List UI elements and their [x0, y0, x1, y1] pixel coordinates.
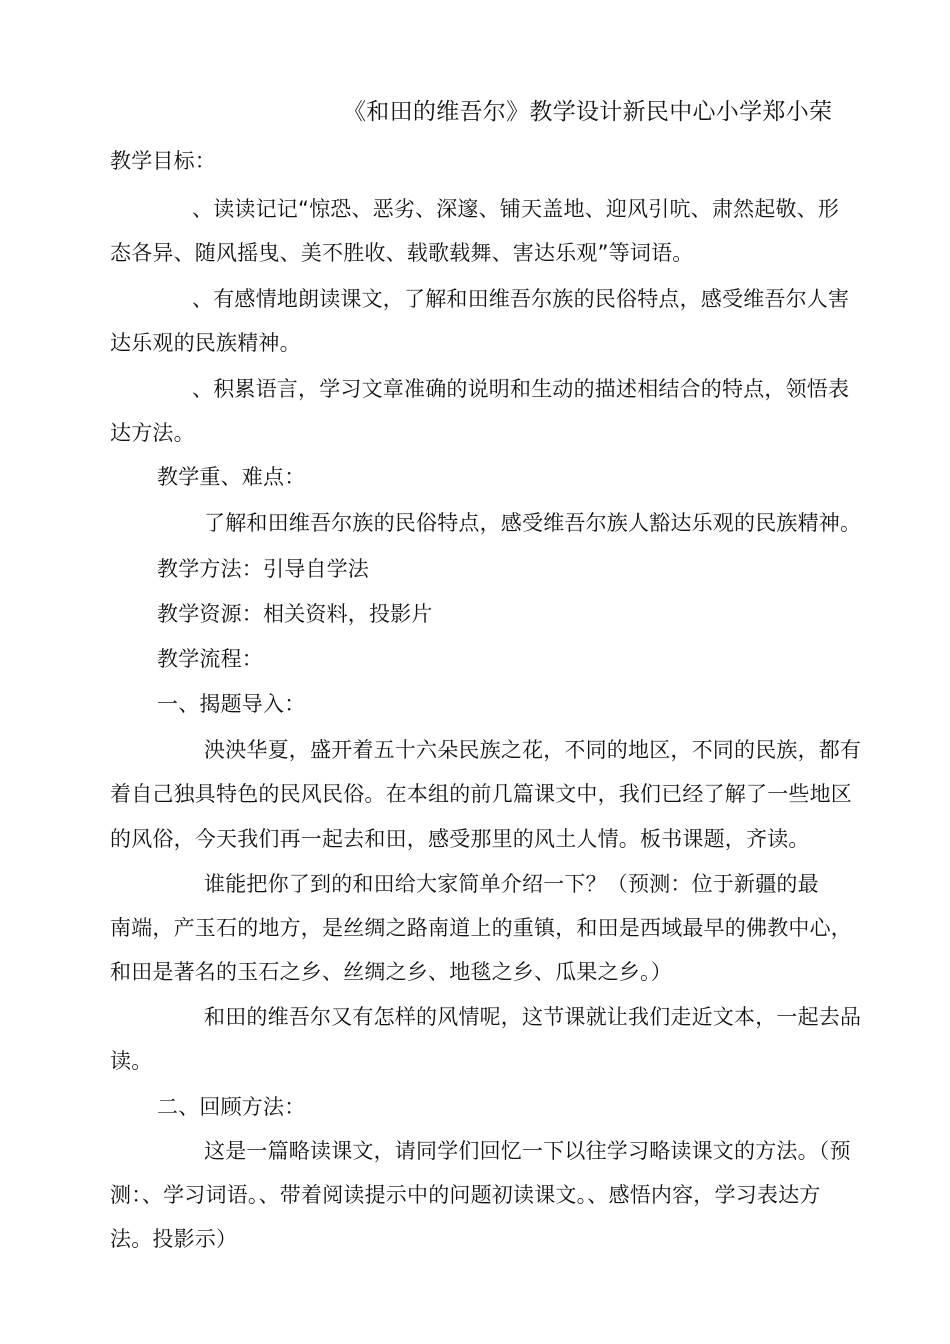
objectives-heading: 教学目标： [110, 149, 216, 173]
document-title: 《和田的维吾尔》教学设计新民中心小学郑小荣 [343, 99, 833, 125]
process-heading: 教学流程： [157, 647, 263, 671]
key-points-text: 了解和田维吾尔族的民俗特点，感受维吾尔族人豁达乐观的民族精神。 [204, 511, 862, 535]
teaching-resources: 教学资源：相关资料，投影片 [157, 602, 433, 626]
section-1-paragraph-3-line-1: 和田的维吾尔又有怎样的风情呢，这节课就让我们走近文本，一起去品 [204, 1005, 862, 1029]
section-1-paragraph-1-line-2: 着自己独具特色的民风民俗。在本组的前几篇课文中，我们已经了解了一些地区 [110, 782, 852, 806]
section-1-paragraph-1-line-3: 的风俗，今天我们再一起去和田，感受那里的风土人情。板书课题，齐读。 [110, 827, 810, 851]
teaching-method: 教学方法：引导自学法 [157, 557, 369, 581]
section-1-paragraph-1-line-1: 泱泱华夏，盛开着五十六朵民族之花，不同的地区，不同的民族，都有 [204, 738, 862, 762]
section-1-paragraph-2-line-1: 谁能把你了到的和田给大家简单介绍一下？（预测：位于新疆的最 [204, 872, 819, 896]
section-1-paragraph-2-line-2: 南端，产玉石的地方，是丝绸之路南道上的重镇，和田是西域最早的佛教中心， [110, 916, 852, 940]
objective-1-line-1: 、读读记记“惊恐、恶劣、深邃、铺天盖地、迎风引吭、肃然起敬、形 [192, 197, 840, 221]
section-1-heading: 一、揭题导入： [157, 692, 306, 716]
objective-3-line-1: 、积累语言，学习文章准确的说明和生动的描述相结合的特点，领悟表 [192, 377, 850, 401]
key-points-heading: 教学重、难点： [157, 465, 306, 489]
section-2-paragraph-1-line-3: 法。投影示） [110, 1227, 238, 1251]
section-2-heading: 二、回顾方法： [157, 1095, 306, 1119]
section-2-paragraph-1-line-1: 这是一篇略读课文，请同学们回忆一下以往学习略读课文的方法。（预 [204, 1139, 851, 1163]
objective-3-line-2: 达方法。 [110, 421, 195, 445]
objective-1-line-2: 态各异、随风摇曳、美不胜收、载歌载舞、害达乐观”等词语。 [110, 241, 694, 265]
section-1-paragraph-3-line-2: 读。 [110, 1049, 153, 1073]
objective-2-line-2: 达乐观的民族精神。 [110, 331, 301, 355]
objective-2-line-1: 、有感情地朗读课文，了解和田维吾尔族的民俗特点，感受维吾尔人害 [192, 287, 850, 311]
section-2-paragraph-1-line-2: 测：、学习词语。、带着阅读提示中的问题初读课文。、感悟内容，学习表达方 [110, 1183, 821, 1207]
section-1-paragraph-2-line-3: 和田是著名的玉石之乡、丝绸之乡、地毯之乡、瓜果之乡。） [110, 960, 672, 984]
